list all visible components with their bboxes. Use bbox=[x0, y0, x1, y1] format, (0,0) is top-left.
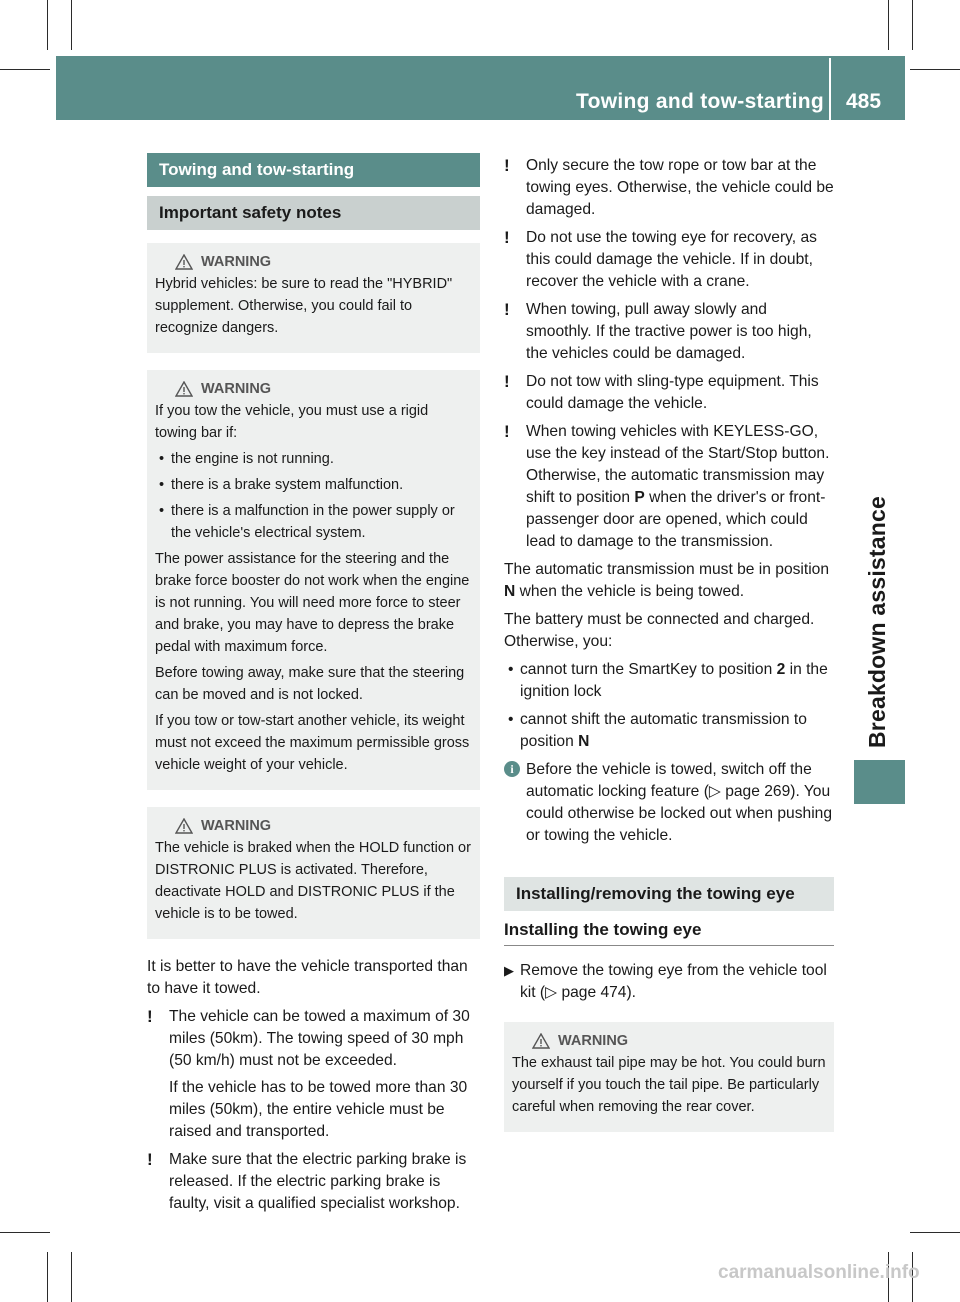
side-tab-label: Breakdown assistance bbox=[864, 495, 890, 748]
warning-label: WARNING bbox=[201, 381, 272, 397]
page-number: 485 bbox=[846, 90, 882, 113]
warning-box bbox=[147, 243, 480, 353]
bullet-text: the engine is not running. bbox=[171, 451, 334, 467]
warning-triangle-icon bbox=[175, 818, 193, 834]
crop-mark bbox=[910, 1232, 960, 1233]
bullet-item: • cannot shift the automatic transmission to position N bbox=[508, 711, 807, 750]
crop-mark bbox=[0, 1232, 50, 1233]
warning-paragraph: If you tow or tow-start another vehicle, its weight must not exceed the maximum permissible gross vehicle weight of your vehicle. bbox=[155, 713, 470, 773]
bullet-text: there is a malfunction in the power supply or the vehicle's electrical system. bbox=[171, 503, 455, 541]
warning-box bbox=[147, 370, 480, 790]
note-text: Only secure the tow rope or tow bar at the towing eyes. Otherwise, the vehicle could be damaged. bbox=[526, 157, 834, 218]
warning-triangle-icon bbox=[175, 254, 193, 270]
warning-triangle-icon bbox=[532, 1033, 550, 1049]
crop-mark bbox=[888, 0, 889, 50]
note-item bbox=[504, 227, 834, 293]
bullet-item: • cannot turn the SmartKey to position 2 in the ignition lock bbox=[508, 661, 828, 700]
arrow-icon: ▶ bbox=[504, 963, 514, 978]
step-text: Remove the towing eye from the vehicle tool kit (▷ page 474). bbox=[520, 962, 827, 1001]
note-item bbox=[147, 1006, 480, 1143]
warning-label: WARNING bbox=[558, 1033, 629, 1049]
body-paragraph: The automatic transmission must be in position N when the vehicle is being towed. bbox=[504, 561, 830, 600]
warning-paragraph: The power assistance for the steering and the brake force booster do not work when the engine is not running. You will need more force to steer and brake, you may have to depress the brake pedal with maximum force. bbox=[155, 551, 470, 655]
exclamation-icon: ! bbox=[504, 372, 510, 391]
exclamation-icon: ! bbox=[504, 156, 510, 175]
note-text: Make sure that the electric parking brake is released. If the electric parking brake is faulty, visit a qualified specialist workshop. bbox=[169, 1151, 467, 1212]
header-divider bbox=[829, 58, 831, 120]
warning-paragraph: Before towing away, make sure that the steering can be moved and is not locked. bbox=[155, 665, 465, 703]
header-title: Towing and tow-starting bbox=[576, 90, 824, 113]
warning-heading bbox=[155, 815, 472, 837]
crop-mark bbox=[71, 0, 72, 50]
exclamation-icon: ! bbox=[504, 300, 510, 319]
step-item bbox=[504, 960, 834, 1004]
note-text: When towing vehicles with KEYLESS-GO, use the key instead of the Start/Stop button. Otherwise, the automatic transmission may shift to position P when the driver's or front-passenger door are opened, which could lead to damage to the transmission. bbox=[526, 423, 830, 550]
bullet-item: • the engine is not running. bbox=[159, 451, 334, 467]
note-item bbox=[504, 299, 834, 365]
note-text: The vehicle can be towed a maximum of 30 miles (50km). The towing speed of 30 mph (50 km/h) must not be exceeded. bbox=[169, 1008, 470, 1069]
warning-intro: If you tow the vehicle, you must use a rigid towing bar if: bbox=[155, 403, 429, 441]
right-column bbox=[504, 155, 834, 1149]
exclamation-icon: ! bbox=[147, 1007, 153, 1026]
info-icon: i bbox=[504, 761, 520, 777]
info-note bbox=[504, 759, 834, 847]
note-item bbox=[504, 155, 834, 221]
warning-text: Hybrid vehicles: be sure to read the "HYBRID" supplement. Otherwise, you could fail to recognize dangers. bbox=[155, 276, 453, 336]
body-paragraph: The battery must be connected and charged. Otherwise, you: bbox=[504, 611, 815, 650]
watermark: carmanualsonline.info bbox=[718, 1262, 920, 1283]
crop-mark bbox=[47, 0, 48, 50]
side-tab-marker bbox=[854, 760, 905, 804]
note-item bbox=[504, 421, 834, 553]
exclamation-icon: ! bbox=[504, 228, 510, 247]
crop-mark bbox=[47, 1252, 48, 1302]
warning-heading bbox=[512, 1030, 826, 1052]
warning-text: The exhaust tail pipe may be hot. You could burn yourself if you touch the tail pipe. Be particularly careful when removing the rear cover. bbox=[512, 1055, 826, 1115]
bullet-text: there is a brake system malfunction. bbox=[171, 477, 404, 493]
exclamation-icon: ! bbox=[504, 422, 510, 441]
section-title: Towing and tow-starting bbox=[147, 153, 480, 187]
warning-text: The vehicle is braked when the HOLD function or DISTRONIC PLUS is activated. Therefore, deactivate HOLD and DISTRONIC PLUS if the vehicle is to be towed. bbox=[155, 840, 471, 922]
note-text: When towing, pull away slowly and smoothly. If the tractive power is too high, the vehicles could be damaged. bbox=[526, 301, 812, 362]
body-paragraph: It is better to have the vehicle transported than to have it towed. bbox=[147, 958, 468, 997]
crop-mark bbox=[912, 0, 913, 50]
warning-heading bbox=[155, 251, 472, 273]
bullet-item: • there is a malfunction in the power supply or the vehicle's electrical system. bbox=[159, 503, 455, 541]
note-text: Do not tow with sling-type equipment. This could damage the vehicle. bbox=[526, 373, 819, 412]
note-text: If the vehicle has to be towed more than 30 miles (50km), the entire vehicle must be raised and transported. bbox=[169, 1079, 468, 1140]
heading: Installing the towing eye bbox=[504, 911, 834, 946]
sub-title: Installing/removing the towing eye bbox=[504, 877, 834, 911]
left-column bbox=[147, 153, 480, 1221]
warning-box bbox=[147, 807, 480, 939]
warning-label: WARNING bbox=[201, 254, 272, 270]
note-text: Do not use the towing eye for recovery, as this could damage the vehicle. If in doubt, recover the vehicle with a crane. bbox=[526, 229, 817, 290]
exclamation-icon: ! bbox=[147, 1150, 153, 1169]
warning-box bbox=[504, 1022, 834, 1132]
note-item bbox=[147, 1149, 480, 1215]
note-item bbox=[504, 371, 834, 415]
crop-mark bbox=[910, 69, 960, 70]
sub-title: Important safety notes bbox=[147, 196, 480, 230]
info-text: Before the vehicle is towed, switch off the automatic locking feature (▷ page 269). You could otherwise be locked out when pushing or towing the vehicle. bbox=[526, 761, 833, 844]
warning-triangle-icon bbox=[175, 381, 193, 397]
warning-label: WARNING bbox=[201, 818, 272, 834]
crop-mark bbox=[71, 1252, 72, 1302]
crop-mark bbox=[0, 69, 50, 70]
bullet-item: • there is a brake system malfunction. bbox=[159, 477, 404, 493]
warning-heading bbox=[155, 378, 472, 400]
